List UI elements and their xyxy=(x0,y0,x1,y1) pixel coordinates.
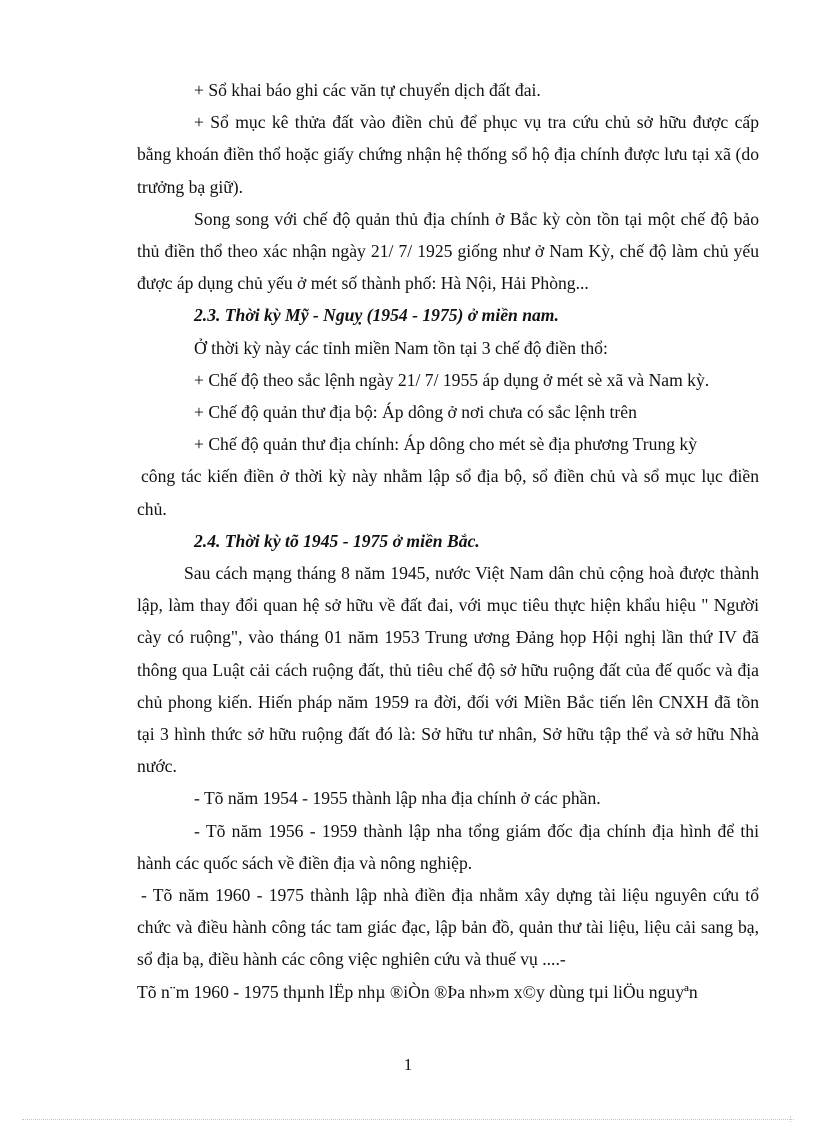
body-paragraph-4: Sau cách mạng tháng 8 năm 1945, nước Việt Nam dân chủ cộng hoà được thành lập, làm thay đổi quan hệ sở hữu về đất đai, với mục tiêu thực hiện khẩu hiệu " Người cày có ruộng", vào tháng 01 năm 1953 Trung ương Đảng họp Hội nghị lần thứ IV đã thông qua Luật cải cách ruộng đất, thủ tiêu chế độ sở hữu ruộng đất của đế quốc và địa chủ phong kiến. Hiến pháp năm 1959 ra đời, đối với Miền Bắc tiến lên CNXH đã tồn tại 3 hình thức sở hữu ruộng đất đó là: Sở hữu tư nhân, Sở hữu tập thể và sở hữu Nhà nước. xyxy=(137,563,759,777)
bullet-paragraph-4: + Chế độ quản thư địa bộ: Áp dông ở nơi chưa có sắc lệnh trên xyxy=(194,402,637,423)
page-bottom-divider xyxy=(22,1119,794,1120)
document-body xyxy=(137,74,759,1008)
bullet-paragraph-1: + Sổ khai báo ghi các văn tự chuyển dịch đất đai. xyxy=(194,80,541,100)
dash-item-3: - Tõ năm 1960 - 1975 thành lập nhà điền địa nhằm xây dựng tài liệu nguyên cứu tổ chức và điều hành công tác tam giác đạc, lập bản đồ, quản thư tài liệu, liệu cải sang bạ, sổ địa bạ, điều hành các công việc nghiên cứu và thuế vụ ....- xyxy=(137,885,759,970)
bullet-paragraph-5: + Chế độ quản thư địa chính: Áp dông cho mét sè địa phương Trung kỳ xyxy=(194,434,698,455)
garbled-text-line: Tõ n¨m 1960 - 1975 thµnh lËp nhµ ®iÒn ®Þa nh»m x©y dùng tµi liÖu nguyªn xyxy=(137,981,698,1002)
page-corner-mark xyxy=(790,1116,801,1122)
dash-item-2: - Tõ năm 1956 - 1959 thành lập nha tổng giám đốc địa chính địa hình để thi hành các quốc sách về điền địa và nông nghiệp. xyxy=(137,820,759,873)
body-paragraph-2: Ở thời kỳ này các tỉnh miền Nam tồn tại 3 chế độ điền thổ: xyxy=(194,337,608,358)
body-paragraph-1: Song song với chế độ quản thủ địa chính ở Bắc kỳ còn tồn tại một chế độ bảo thủ điền thổ theo xác nhận ngày 21/ 7/ 1925 giống như ở Nam Kỳ, chế độ làm chủ yếu được áp dụng chủ yếu ở mét số thành phố: Hà Nội, Hải Phòng... xyxy=(137,208,759,294)
bullet-paragraph-3: + Chế độ theo sắc lệnh ngày 21/ 7/ 1955 áp dụng ở mét sè xã và Nam kỳ. xyxy=(194,369,710,390)
body-paragraph-3: công tác kiến điền ở thời kỳ này nhằm lập sổ địa bộ, sổ điền chủ và sổ mục lục điền chủ. xyxy=(137,466,759,519)
bullet-paragraph-2: + Sổ mục kê thửa đất vào điền chủ để phục vụ tra cứu chủ sở hữu được cấp bằng khoán điền thổ hoặc giấy chứng nhận hệ thống sổ hộ địa chính được lưu tại xã (do trưởng bạ giữ). xyxy=(137,112,759,197)
section-heading-2-4: 2.4. Thời kỳ tõ 1945 - 1975 ở miền Bắc. xyxy=(194,530,480,551)
page-number: 1 xyxy=(403,1055,413,1074)
dash-item-1: - Tõ năm 1954 - 1955 thành lập nha địa chính ở các phần. xyxy=(194,788,601,809)
section-heading-2-3: 2.3. Thời kỳ Mỹ - Nguỵ (1954 - 1975) ở miền nam. xyxy=(194,305,559,326)
